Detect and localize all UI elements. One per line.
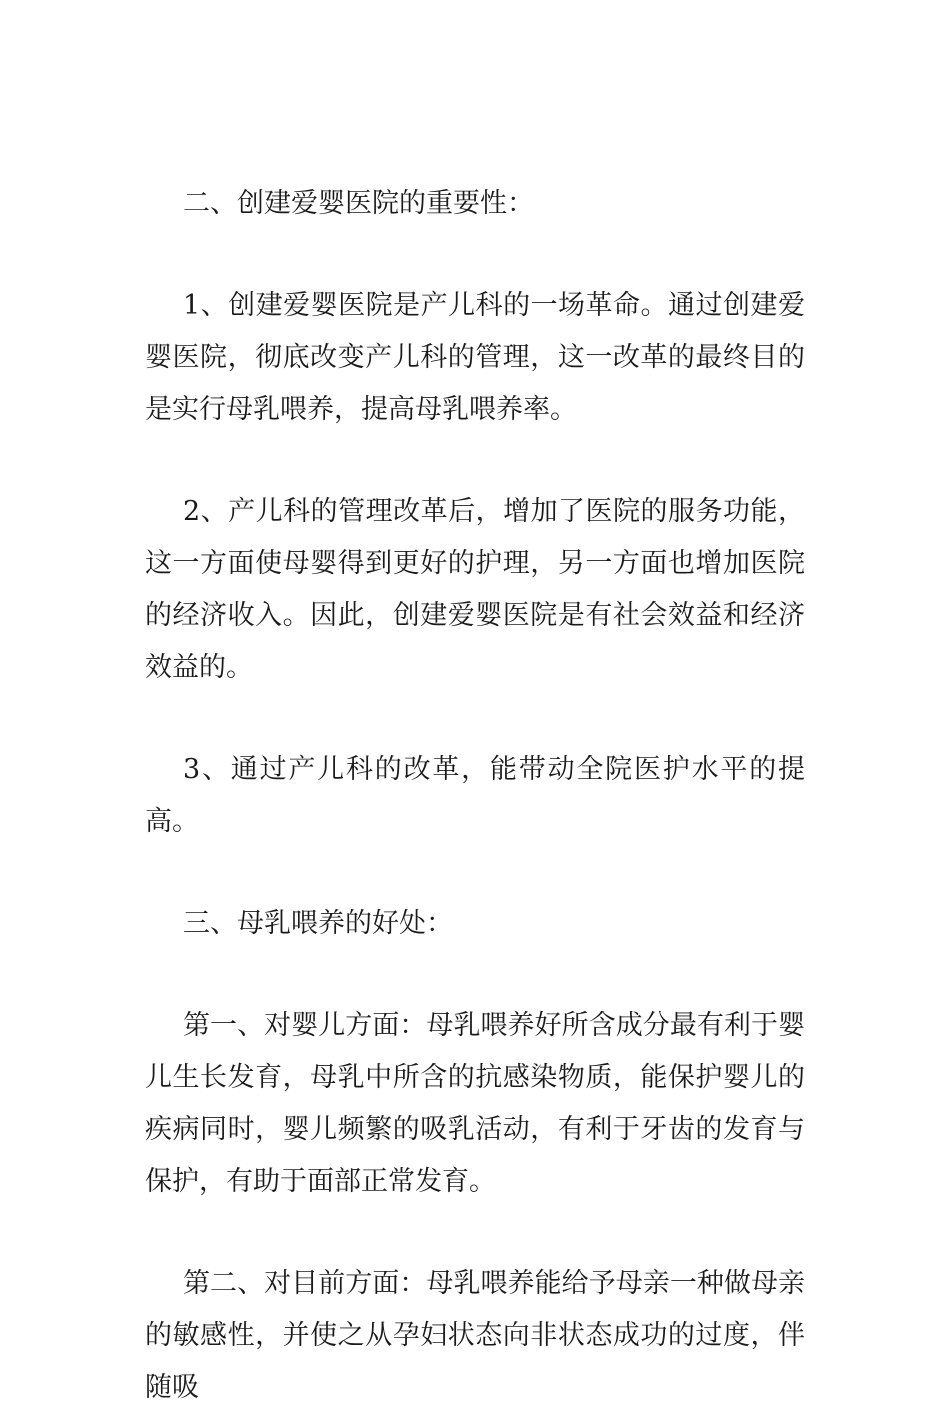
section-heading-benefits: 三、母乳喂养的好处： [183,908,453,939]
paragraph-benefit-mother: 第二、对目前方面：母乳喂养能给予母亲一种做母亲的敏感性，并使之从孕妇状态向非状态成功的过度，伴随吸 [145,1268,805,1403]
paragraph-point-1: 1、创建爱婴医院是产儿科的一场革命。通过创建爱婴医院，彻底改变产儿科的管理，这一改革的最终目的是实行母乳喂养，提高母乳喂养率。 [145,290,805,425]
paragraph-point-3: 3、通过产儿科的改革，能带动全院医护水平的提高。 [145,754,805,837]
document-body [145,178,805,1414]
paragraph-benefit-infant: 第一、对婴儿方面：母乳喂养好所含成分最有利于婴儿生长发育，母乳中所含的抗感染物质，能保护婴儿的疾病同时，婴儿频繁的吸乳活动，有利于牙齿的发育与保护，有助于面部正常发育。 [145,1010,805,1197]
section-heading-importance: 二、创建爱婴医院的重要性： [183,188,534,219]
paragraph-point-2: 2、产儿科的管理改革后，增加了医院的服务功能，这一方面使母婴得到更好的护理，另一方面也增加医院的经济收入。因此，创建爱婴医院是有社会效益和经济效益的。 [145,496,805,683]
